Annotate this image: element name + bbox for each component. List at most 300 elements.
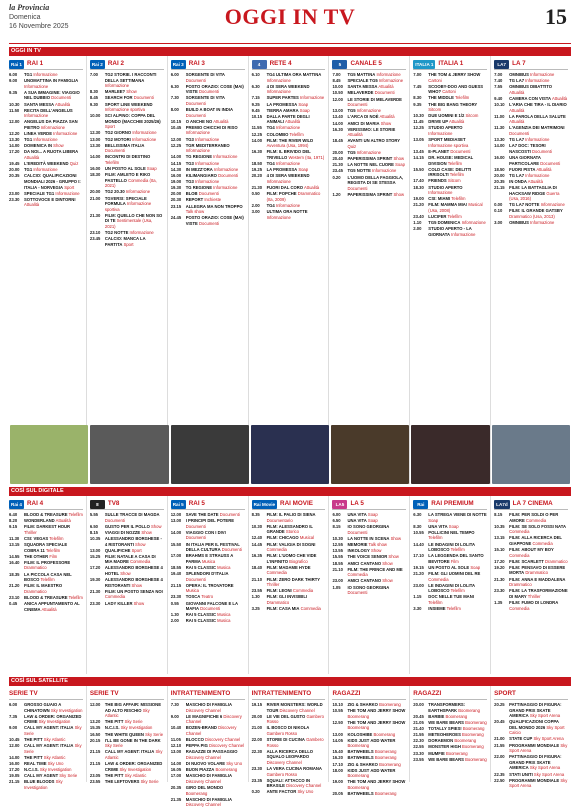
program-time: 10.00 bbox=[332, 84, 343, 90]
program-genre: Discovery Channel bbox=[185, 778, 221, 784]
program-time: 14.00 bbox=[9, 754, 20, 760]
program-time: 20.00 bbox=[332, 150, 343, 156]
program-title: WE BARE BEARS bbox=[428, 719, 464, 725]
program-time: 21.30 bbox=[494, 576, 505, 582]
program-time: 8.15 bbox=[494, 512, 503, 517]
program-body bbox=[428, 542, 487, 553]
program-body bbox=[105, 154, 164, 165]
program-entry bbox=[332, 90, 406, 96]
program-entry bbox=[413, 571, 487, 582]
program-title: FILM: IL MAESTRO bbox=[24, 583, 63, 589]
program-time: 12.25 bbox=[413, 125, 424, 131]
program-entry bbox=[252, 749, 326, 766]
channel-name: RAI 5 bbox=[188, 499, 205, 507]
program-time: 3.00 bbox=[251, 209, 260, 215]
program-body bbox=[186, 179, 220, 185]
program-time: 14.00 bbox=[494, 143, 505, 149]
program-title: N.C.I.S. bbox=[104, 725, 120, 731]
channel-column bbox=[490, 496, 571, 674]
program-title: IO SONO GEORGINA bbox=[347, 584, 390, 590]
program-title: BATWHEELS bbox=[347, 749, 374, 755]
program-genre: Show bbox=[388, 554, 399, 560]
program-images bbox=[9, 425, 571, 484]
program-entry bbox=[252, 606, 326, 612]
program-genre: Soap bbox=[448, 523, 459, 529]
page-number: 15 bbox=[545, 4, 567, 29]
program-title: FILM: CHICAGO bbox=[266, 535, 299, 541]
program-entry bbox=[9, 131, 83, 137]
program-title: TG1 bbox=[24, 137, 33, 143]
program-title: LA NOTTE IN SCENA bbox=[347, 535, 390, 541]
program-time: 12.50 bbox=[332, 719, 343, 725]
program-entry bbox=[413, 512, 487, 523]
program-body bbox=[428, 84, 487, 95]
program-title: STUDIO APERTO bbox=[428, 125, 463, 131]
program-body bbox=[428, 524, 458, 530]
program-body bbox=[509, 220, 554, 226]
program-title: LA LEGGENDA DEL SANTO BEVITORE bbox=[428, 553, 484, 564]
program-entry bbox=[171, 571, 245, 582]
program-time: 23.00 bbox=[413, 582, 424, 588]
channel-column bbox=[490, 686, 571, 789]
program-time: 16.40 bbox=[9, 559, 20, 565]
program-title: 4 DI SERA WEEKEND bbox=[266, 173, 310, 179]
program-entry bbox=[494, 185, 568, 202]
program-time: 13.15 bbox=[9, 542, 20, 548]
program-genre: Sport bbox=[123, 241, 134, 247]
program-title: ULTIMA ORA NOTTE bbox=[266, 209, 308, 215]
program-time: 10.00 bbox=[89, 113, 101, 119]
program-time: 6.00 bbox=[9, 72, 18, 77]
program-entry bbox=[252, 132, 326, 138]
program-body bbox=[347, 536, 401, 542]
program-body bbox=[186, 173, 238, 179]
program-entry bbox=[171, 761, 245, 767]
program-title: L'ARCA DI NOÈ bbox=[347, 114, 379, 120]
program-genre: Telefilm bbox=[45, 547, 61, 553]
program-genre: Attualità bbox=[378, 84, 394, 90]
program-entry bbox=[171, 542, 245, 553]
program-time: 16.35 bbox=[251, 553, 263, 559]
program-genre: Sky Serie bbox=[24, 725, 82, 736]
program-title: TG2 NOTTE bbox=[104, 230, 129, 236]
program-time: 2.00 bbox=[170, 618, 179, 624]
program-image bbox=[331, 425, 409, 484]
program-time: 0.50 bbox=[251, 191, 260, 197]
program-genre: Discovery Channel bbox=[205, 737, 241, 743]
program-genre: Boomerang bbox=[379, 702, 401, 707]
program-genre: Documenti bbox=[347, 185, 368, 191]
program-title: FILM: ABOUT MY BOY bbox=[509, 547, 554, 553]
program-title: TOSCA bbox=[185, 594, 201, 600]
program-genre: Telefilm bbox=[104, 159, 120, 165]
program-genre: Informazione bbox=[33, 137, 58, 143]
program-title: INSIEME bbox=[428, 606, 446, 612]
program-entry bbox=[171, 72, 245, 83]
program-title: KIDS JUST ADD WATER bbox=[347, 737, 396, 743]
program-genre: Boomerang bbox=[465, 756, 487, 762]
program-time: 21.00 bbox=[89, 195, 101, 201]
program-body bbox=[105, 530, 152, 536]
program-time: 13.20 bbox=[89, 719, 101, 725]
program-time: 10.15 bbox=[251, 113, 263, 119]
program-body bbox=[428, 714, 467, 720]
program-body bbox=[105, 732, 163, 738]
program-body bbox=[186, 161, 220, 167]
program-genre: Commedia (Ita, 2021) bbox=[104, 177, 157, 189]
program-entry bbox=[171, 785, 245, 796]
program-body bbox=[428, 226, 487, 237]
program-genre: Informazione bbox=[213, 154, 238, 160]
program-genre: Sky Serie bbox=[140, 778, 159, 784]
program-time: 14.00 bbox=[332, 120, 343, 126]
program-genre: Documenti bbox=[219, 512, 240, 517]
program-body bbox=[24, 161, 78, 167]
program-genre: Attualità bbox=[303, 185, 320, 191]
program-time: 13.45 bbox=[413, 148, 424, 154]
program-body bbox=[267, 102, 309, 108]
program-entry bbox=[9, 72, 83, 78]
program-time: 12.40 bbox=[251, 535, 263, 541]
program-body bbox=[428, 95, 469, 101]
program-title: COLD CASE: DELITTI IRRISOLTI bbox=[428, 166, 472, 178]
program-genre: Informazione bbox=[378, 78, 404, 84]
program-title: SANTA MESSA bbox=[347, 84, 378, 90]
program-entry bbox=[9, 167, 83, 173]
program-body bbox=[509, 155, 568, 166]
program-time: 24.45 bbox=[170, 215, 182, 221]
program-title: L'ARIA CHE TIRA - IL DIARIO bbox=[509, 102, 567, 108]
program-title: FILM: VALIGIA DI SOGNI bbox=[266, 541, 316, 547]
program-entry bbox=[413, 751, 487, 757]
program-genre: Telefilm bbox=[454, 95, 470, 101]
program-entry bbox=[413, 530, 487, 541]
program-entry bbox=[332, 779, 406, 790]
program-entry bbox=[9, 595, 83, 601]
program-entry bbox=[413, 524, 487, 530]
program-time: 16.50 bbox=[89, 731, 101, 737]
section-header: OGGI IN TV bbox=[9, 47, 571, 56]
program-genre: Show bbox=[133, 600, 145, 606]
program-genre: Commedia bbox=[428, 576, 449, 582]
program-entry bbox=[171, 107, 245, 118]
channel-column bbox=[248, 56, 329, 484]
channel-logo-icon: Rai bbox=[413, 500, 428, 509]
program-title: TG1 bbox=[24, 72, 33, 77]
program-title: FILM: MAMMA MIA! bbox=[428, 202, 468, 208]
program-entry bbox=[9, 779, 83, 790]
program-genre: Attualità bbox=[55, 518, 71, 524]
channel-name: LA 5 bbox=[350, 499, 364, 507]
program-entry bbox=[252, 191, 326, 202]
program-time: 23.45 bbox=[332, 168, 343, 174]
program-genre: Boomerang bbox=[215, 767, 238, 773]
program-entry bbox=[413, 732, 487, 738]
program-title: RAI 5 CLASSIC bbox=[185, 564, 216, 570]
program-body bbox=[347, 749, 396, 755]
program-genre: Gambero Rosso bbox=[266, 771, 298, 777]
program-title: DORAEMON bbox=[428, 738, 454, 744]
program-genre: Informazione bbox=[104, 83, 130, 89]
program-title: LUCIFER bbox=[428, 214, 447, 220]
program-time: 11.05 bbox=[170, 737, 181, 743]
program-body bbox=[24, 583, 83, 594]
program-time: 13.00 bbox=[332, 731, 343, 737]
program-entry bbox=[252, 565, 326, 576]
program-entry bbox=[332, 762, 406, 768]
program-time: 3.30 bbox=[413, 606, 422, 612]
program-entry bbox=[413, 72, 487, 83]
program-genre: Documenti bbox=[347, 102, 368, 108]
program-genre: Show bbox=[393, 156, 404, 162]
program-title: IN MEZZ'ORA bbox=[185, 166, 213, 172]
program-genre: Gambero Rosso bbox=[266, 713, 324, 725]
program-genre: Musical bbox=[299, 535, 315, 541]
program-entry bbox=[494, 743, 568, 754]
program-genre: Attualità bbox=[509, 119, 525, 125]
program-title: OMNIBUS DIBATTITO bbox=[509, 84, 553, 90]
program-entry bbox=[9, 197, 83, 208]
program-entry bbox=[413, 744, 487, 750]
program-title: SPECIALE TG5 bbox=[347, 78, 378, 84]
program-genre: Informazione bbox=[213, 185, 238, 191]
program-entry bbox=[413, 214, 487, 220]
program-genre: Attualità bbox=[509, 107, 525, 113]
program-title: IN ONDA bbox=[509, 178, 527, 184]
program-entry bbox=[171, 702, 245, 713]
program-body bbox=[347, 127, 406, 138]
program-genre: Cartoni bbox=[428, 77, 442, 83]
program-genre: Musica bbox=[201, 558, 216, 564]
program-time: 10.30 bbox=[251, 523, 263, 529]
program-time: 7.00 bbox=[413, 72, 422, 77]
section-header: COSÌ SUL SATELLITE bbox=[9, 677, 571, 686]
program-title: LA7 DOC: TESORI NASCOSTI bbox=[509, 143, 546, 154]
program-entry bbox=[252, 524, 326, 535]
program-entry bbox=[332, 168, 406, 174]
program-time: 20.30 bbox=[170, 197, 182, 203]
program-title: SPORT LINE WEEKEND bbox=[104, 101, 153, 107]
program-time: 21.55 bbox=[494, 742, 505, 748]
program-body bbox=[428, 512, 487, 523]
program-time: 14.00 bbox=[170, 761, 182, 767]
program-body bbox=[428, 202, 487, 213]
program-entry bbox=[413, 726, 487, 732]
program-title: OPERA: IL TROVATORE bbox=[185, 582, 234, 588]
program-title: ALESSANDRO BORGHESE 4 HOTEL bbox=[104, 565, 163, 577]
program-genre: Informazione bbox=[525, 172, 550, 178]
program-body bbox=[186, 107, 245, 118]
program-genre: Sky Sport Arena bbox=[533, 736, 564, 742]
program-time: 19.30 bbox=[89, 577, 101, 583]
program-body bbox=[267, 702, 326, 713]
program-genre: Musica bbox=[217, 612, 231, 618]
program-body bbox=[509, 96, 567, 102]
program-title: FILM: UN POSTO SENZA NOI bbox=[104, 588, 163, 594]
program-body bbox=[186, 518, 245, 529]
program-body bbox=[428, 606, 461, 612]
program-body bbox=[105, 172, 164, 189]
channel-header bbox=[9, 499, 83, 510]
program-time: 7.45 bbox=[413, 83, 422, 89]
program-entry bbox=[9, 554, 83, 560]
channel-header bbox=[252, 59, 326, 70]
program-entry bbox=[332, 84, 406, 90]
program-time: 17.10 bbox=[332, 761, 343, 767]
program-title: SANTA MESSA bbox=[24, 101, 55, 107]
program-entry bbox=[413, 84, 487, 95]
program-genre: Attualità bbox=[509, 89, 525, 95]
program-title: THE BIG BANG THEORY bbox=[428, 101, 478, 107]
program-entry bbox=[171, 167, 245, 173]
program-title: ALESSANDRO BORGHESE - 4 RISTORANTI bbox=[104, 535, 162, 547]
program-title: FUORI DAL CORO bbox=[266, 185, 304, 191]
program-entry bbox=[171, 191, 245, 197]
program-entry bbox=[252, 167, 326, 173]
program-time: 18.30 bbox=[413, 184, 424, 190]
program-title: LA PROMESSA bbox=[266, 167, 298, 173]
program-genre: Sky Investigation bbox=[38, 719, 71, 725]
program-genre: Telefilm bbox=[450, 588, 465, 594]
program-title: TG5 DOMENICA bbox=[428, 220, 461, 226]
program-time: 14.00 bbox=[89, 154, 101, 160]
program-body bbox=[347, 150, 381, 156]
program-genre: Boomerang bbox=[465, 719, 487, 725]
program-entry bbox=[252, 114, 326, 125]
program-title: FILM: DARKEST HOUR bbox=[24, 524, 71, 530]
program-genre: Discovery Channel bbox=[185, 707, 221, 713]
program-body bbox=[428, 149, 470, 155]
program-title: MEMORIE bbox=[347, 542, 368, 548]
program-body bbox=[347, 97, 406, 108]
program-title: LA STREGA VIENE DI NOTTE bbox=[428, 512, 487, 517]
channel-name: RAI 4 bbox=[27, 499, 44, 507]
program-title: TG5 bbox=[347, 108, 356, 114]
program-time: 10.35 bbox=[494, 523, 505, 529]
program-title: DA NOI... A RUOTA LIBERA bbox=[24, 149, 79, 155]
program-body bbox=[509, 185, 568, 202]
program-genre: Drammatico bbox=[545, 558, 568, 564]
program-body bbox=[428, 583, 487, 594]
program-time: 21.55 bbox=[413, 732, 424, 738]
program-genre: Sky Serie bbox=[24, 743, 82, 754]
program-time: 23.05 bbox=[89, 772, 101, 778]
program-time: 8.15 bbox=[89, 529, 99, 535]
program-entry bbox=[90, 725, 164, 731]
program-genre: Documenti bbox=[221, 547, 242, 553]
program-time: 21.20 bbox=[413, 571, 424, 577]
program-genre: Telefilm bbox=[68, 595, 83, 600]
program-genre: Discovery Channel bbox=[286, 783, 322, 789]
program-title: SULLE TRACCE DI MAGDA bbox=[104, 512, 160, 517]
program-body bbox=[105, 554, 164, 565]
program-time: 9.00 bbox=[9, 725, 18, 731]
program-time: 6.00 bbox=[9, 702, 18, 707]
program-genre: Boomerang bbox=[462, 725, 485, 731]
program-genre: Drammatico bbox=[266, 599, 290, 605]
program-genre: Show bbox=[126, 89, 137, 95]
program-entry bbox=[9, 137, 83, 143]
program-time: 21.15 bbox=[9, 779, 20, 785]
program-entry bbox=[252, 553, 326, 564]
program-entry bbox=[9, 102, 83, 108]
program-body bbox=[347, 138, 406, 149]
program-body bbox=[347, 720, 406, 731]
program-title: POSTO ORAZIO: COSE (MAI) VISTE bbox=[185, 83, 244, 95]
program-time: 18.50 bbox=[251, 161, 263, 167]
sections-container bbox=[9, 47, 571, 808]
program-body bbox=[347, 554, 398, 560]
program-title: FILM: GLI INVISIBILI bbox=[266, 594, 308, 600]
program-time: 21.30 bbox=[251, 185, 263, 191]
program-entry bbox=[252, 209, 326, 220]
program-genre: Informazione bbox=[129, 230, 154, 236]
program-time: 18.45 bbox=[332, 138, 343, 144]
program-title: DI NUOVO VOLARE bbox=[185, 761, 226, 767]
program-genre: Informazione bbox=[266, 214, 291, 220]
program-title: GROSSO GUAIO A CHINATOWN bbox=[24, 702, 62, 713]
program-time: 19.05 bbox=[9, 773, 20, 779]
program-time: 1.30 bbox=[170, 612, 179, 618]
program-title: LAW & ORDER: ORGANIZED CRIME bbox=[104, 761, 163, 772]
program-time: 21.15 bbox=[89, 749, 101, 755]
program-entry bbox=[171, 161, 245, 167]
program-entry bbox=[332, 536, 406, 542]
program-genre: Informazione bbox=[275, 161, 301, 167]
program-entry bbox=[252, 138, 326, 149]
program-entry bbox=[413, 102, 487, 113]
program-title: E-PLANET bbox=[428, 148, 450, 154]
program-time: 22.30 bbox=[251, 748, 263, 754]
channel-column bbox=[409, 686, 490, 782]
program-time: 15.10 bbox=[494, 547, 505, 553]
program-body bbox=[105, 95, 154, 101]
program-time: 10.35 bbox=[89, 535, 101, 541]
program-entry bbox=[9, 512, 83, 518]
program-entry bbox=[413, 202, 487, 213]
program-time: 23.00 bbox=[9, 190, 20, 196]
channel-header bbox=[252, 689, 326, 700]
program-entry bbox=[494, 143, 568, 154]
program-title: CALCIO: QUALIFICAZIONI MONDIALI 2026 - GRUPPO I: ITALIA - NORVEGIA bbox=[24, 173, 81, 190]
program-title: THE MIDDLE bbox=[428, 95, 454, 101]
program-entry bbox=[9, 725, 83, 736]
program-entry bbox=[9, 524, 83, 535]
program-time: 7.00 bbox=[89, 72, 99, 77]
program-genre: Boomerang bbox=[347, 773, 370, 779]
program-time: 7.15 bbox=[251, 95, 260, 101]
program-time: 12.00 bbox=[332, 96, 343, 102]
program-time: 9.45 bbox=[251, 107, 260, 113]
program-title: TGVERSI: SPECIALE FORMULA bbox=[104, 195, 147, 207]
program-title: THE BIG AFFAIR: MISSIONE AD ALTO RISCHIO bbox=[104, 702, 162, 713]
program-genre: Sky Atlantic bbox=[43, 754, 66, 760]
channel-name: INTRATTENIMENTO bbox=[170, 689, 231, 697]
program-body bbox=[186, 167, 238, 173]
program-genre: Teatro bbox=[201, 594, 214, 600]
channel-logo-icon: Rai 1 bbox=[9, 60, 24, 69]
program-genre: Talk show bbox=[185, 209, 205, 215]
program-genre: Drammatico bbox=[24, 588, 47, 594]
program-title: SPORT MEDIASET bbox=[428, 137, 466, 143]
channel-header bbox=[494, 689, 568, 700]
channel-header bbox=[494, 59, 568, 70]
program-title: LADY KILLER bbox=[104, 600, 133, 606]
program-time: 11.45 bbox=[413, 119, 424, 125]
program-genre: Commedia bbox=[532, 540, 553, 546]
program-time: 17.20 bbox=[494, 558, 505, 564]
program-title: FILM: GLI UOMINI DEL RE bbox=[428, 571, 481, 577]
